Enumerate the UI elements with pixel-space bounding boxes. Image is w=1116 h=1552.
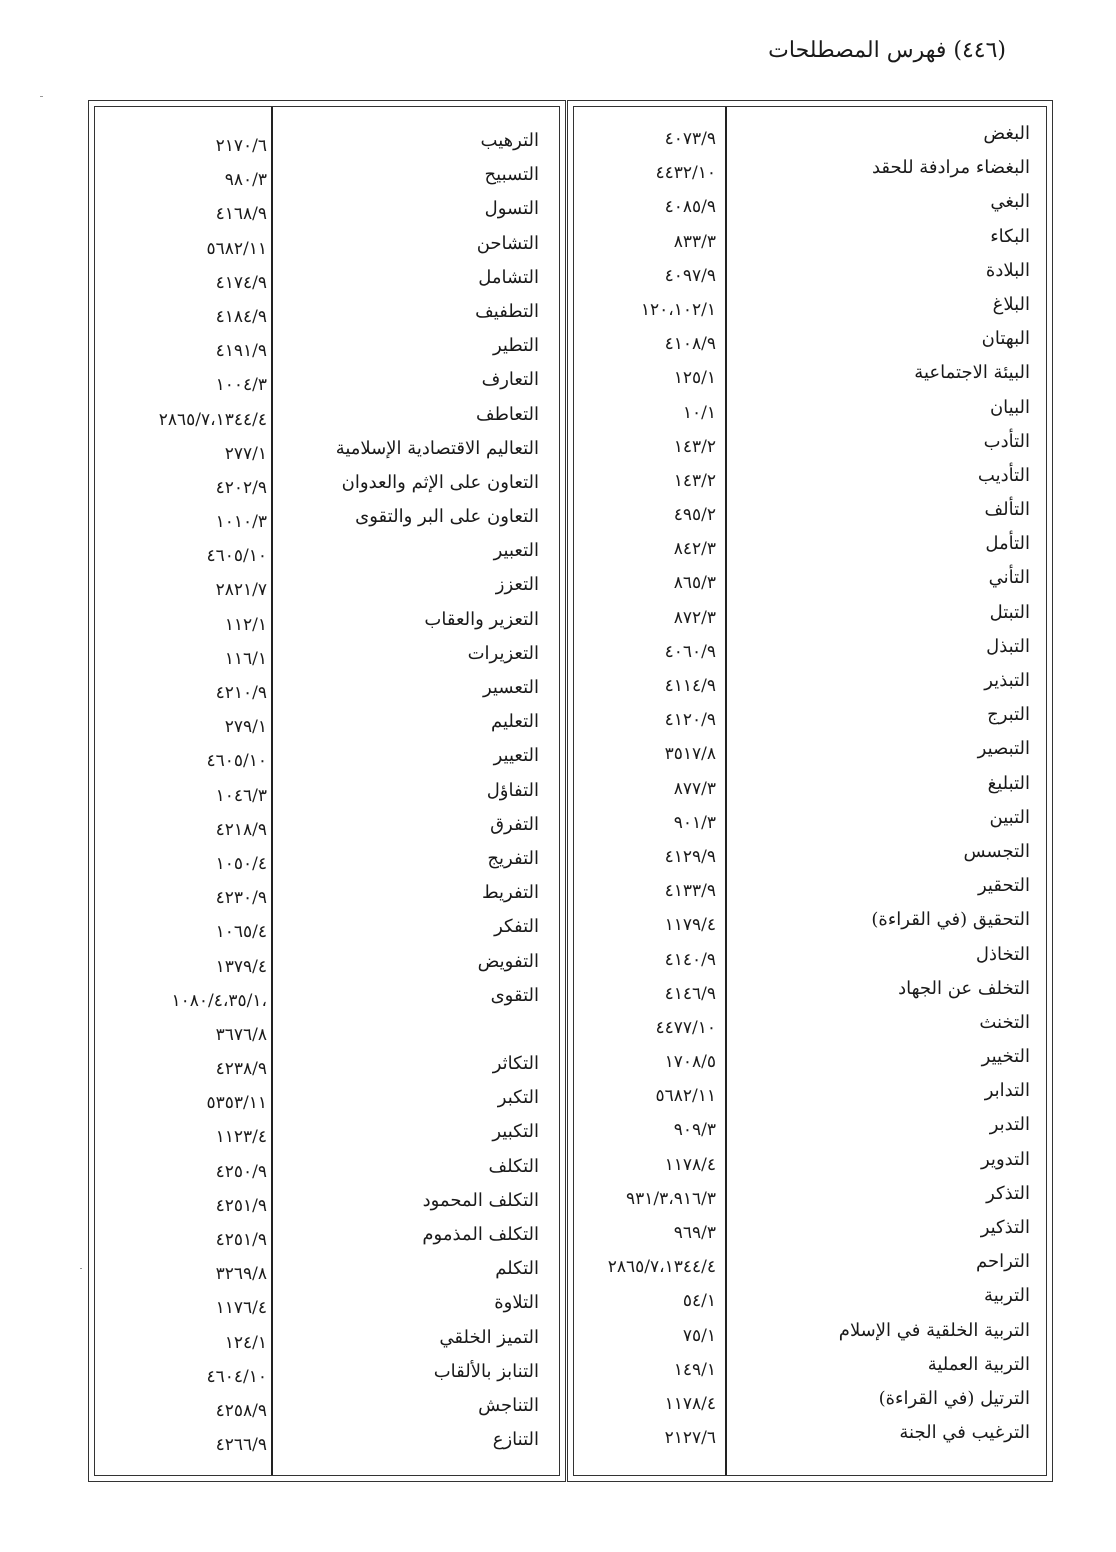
index-entry <box>574 259 1046 293</box>
entry-term: التخلف عن الجهاد <box>898 977 1030 999</box>
index-entry <box>574 156 1046 190</box>
entry-term: التجسس <box>963 840 1030 862</box>
entry-term: التسول <box>484 198 539 220</box>
index-list-left <box>95 129 559 1462</box>
entry-reference: ١٢٤/١ <box>224 1332 267 1353</box>
entry-term: التكاثر <box>492 1053 539 1075</box>
entry-term: البلاغ <box>992 293 1030 315</box>
index-entry <box>574 840 1046 874</box>
entry-reference: ٤١٩١/٩ <box>215 341 267 362</box>
entry-term: الترهيب <box>480 130 539 151</box>
entry-term: التعاطف <box>475 403 539 425</box>
index-entry <box>95 1394 559 1428</box>
entry-term: البيئة الاجتماعية <box>914 362 1030 384</box>
index-entry <box>95 505 559 539</box>
entry-term: التعاليم الاقتصادية الإسلامية <box>335 437 539 459</box>
entry-reference: ٤٦٠٥/١٠ <box>206 751 267 772</box>
index-entry <box>95 1086 559 1120</box>
entry-reference: ١١٧٨/٤ <box>664 1393 716 1414</box>
entry-reference: ١١٢٣/٤ <box>215 1127 267 1148</box>
index-entry <box>95 984 559 1018</box>
entry-reference: ٩٨٠/٣ <box>224 170 267 191</box>
entry-term: التأمل <box>985 533 1030 555</box>
entry-reference: ١١٧٩/٤ <box>664 915 716 936</box>
entry-reference: ١٠/١ <box>682 402 716 423</box>
index-entry <box>574 361 1046 395</box>
entry-reference: ٥٦٨٢/١١ <box>206 238 267 259</box>
entry-reference: ٤٠٩٧/٩ <box>664 265 716 286</box>
index-entry <box>574 1421 1046 1455</box>
entry-term: التفريج <box>487 847 539 869</box>
entry-reference: ١١٢/١ <box>224 614 267 635</box>
entry-reference: ٤١٦٨/٩ <box>215 204 267 225</box>
index-entry <box>95 300 559 334</box>
entry-term: البهتان <box>981 328 1030 350</box>
entry-term: التكبر <box>497 1087 539 1109</box>
entry-reference: ١٠٠٤/٣ <box>215 375 267 396</box>
entry-reference: ٤١٤٦/٩ <box>664 983 716 1004</box>
index-entry <box>574 566 1046 600</box>
entry-term: التنابز بالألقاب <box>433 1360 539 1382</box>
entry-term: البغض <box>983 123 1030 144</box>
entry-term: التكبير <box>492 1121 539 1143</box>
entry-term: التألف <box>984 499 1030 521</box>
entry-reference: ١٠٤٦/٣ <box>215 785 267 806</box>
index-entry <box>574 464 1046 498</box>
entry-reference: ٤٢٥٨/٩ <box>215 1400 267 1421</box>
entry-reference: ٤٤٧٧/١٠ <box>655 1017 716 1038</box>
entry-term: التعبير <box>493 540 539 562</box>
index-entry <box>574 772 1046 806</box>
index-column-left <box>88 100 566 1482</box>
entry-reference: ٤٠٦٠/٩ <box>664 641 716 662</box>
index-entry <box>574 1148 1046 1182</box>
entry-reference: ٩٠٩/٣ <box>673 1120 716 1141</box>
entry-term: التفاؤل <box>486 779 539 801</box>
index-entry <box>95 1428 559 1462</box>
entry-term: التبصير <box>977 738 1030 760</box>
entry-term: البغي <box>990 191 1030 213</box>
entry-reference: ٤٢٥١/٩ <box>215 1195 267 1216</box>
entry-reference: ٩٦٩/٣ <box>673 1223 716 1243</box>
entry-reference: ٤٢١٨/٩ <box>215 819 267 840</box>
entry-reference: ١٤٩/١ <box>673 1359 716 1380</box>
entry-term: التشامل <box>478 266 539 288</box>
entry-term: البيان <box>989 396 1030 418</box>
entry-term: التخاذل <box>975 943 1030 965</box>
index-column-right <box>567 100 1053 1482</box>
entry-term: التعزز <box>495 574 539 596</box>
entry-reference: ١١٧٨/٤ <box>664 1154 716 1175</box>
entry-term: التبتل <box>989 601 1030 623</box>
entry-term: التبليغ <box>987 772 1030 794</box>
entry-reference: ٩٠١/٣ <box>673 812 716 833</box>
entry-reference: ٤٩٥/٢ <box>673 505 716 526</box>
index-entry <box>574 1182 1046 1216</box>
index-entry <box>574 293 1046 327</box>
index-entry <box>574 1113 1046 1147</box>
index-entry <box>95 950 559 984</box>
index-entry <box>574 190 1046 224</box>
index-entry <box>574 430 1046 464</box>
entry-reference: ١٢٥/١ <box>673 368 716 389</box>
entry-reference: ٤١٨٤/٩ <box>215 306 267 327</box>
entry-term: البلادة <box>985 259 1030 281</box>
entry-term: البكاء <box>990 225 1030 247</box>
entry-reference: ١٤٣/٢ <box>673 436 716 457</box>
entry-reference: ٣٦٧٦/٨ <box>215 1024 267 1045</box>
entry-reference: ٨٦٥/٣ <box>673 573 716 594</box>
entry-reference: ٤٢٣٨/٩ <box>215 1059 267 1080</box>
entry-term: التدابر <box>984 1080 1030 1102</box>
entry-term: التبين <box>989 806 1030 828</box>
entry-reference: ٤١٢٠/٩ <box>664 710 716 731</box>
entry-reference: ٤٢٣٠/٩ <box>215 888 267 909</box>
entry-term: التخنث <box>979 1011 1030 1033</box>
index-entry <box>95 676 559 710</box>
index-entry <box>574 737 1046 771</box>
index-entry <box>95 1018 559 1052</box>
entry-term: التعارف <box>481 369 539 391</box>
entry-reference: ٨٧٢/٣ <box>673 607 716 628</box>
entry-reference: ٤٠٧٣/٩ <box>664 129 716 149</box>
entry-term: التعليم <box>491 711 539 733</box>
index-entry <box>574 1011 1046 1045</box>
entry-reference: ٢٨٦٥/٧،١٣٤٤/٤ <box>607 1257 716 1278</box>
entry-reference: ١٠٦٥/٤ <box>215 922 267 943</box>
entry-term: التدوير <box>981 1148 1030 1170</box>
entry-term: التشاحن <box>476 232 539 254</box>
index-entry <box>95 710 559 744</box>
index-entry <box>574 1250 1046 1284</box>
entry-term: التكلم <box>495 1258 539 1280</box>
entry-reference: ٢١٧٠/٦ <box>215 136 267 156</box>
index-entry <box>574 635 1046 669</box>
entry-reference: ٤٢٥١/٩ <box>215 1230 267 1250</box>
entry-reference: ٥٦٨٢/١١ <box>655 1086 716 1107</box>
entry-term: الترتيل (في القراءة) <box>878 1387 1030 1409</box>
index-entry <box>574 601 1046 635</box>
index-entry <box>574 977 1046 1011</box>
entry-term: التبذل <box>986 635 1030 657</box>
entry-term: التحقير <box>977 875 1030 897</box>
entry-reference: ٤٢١٠/٩ <box>215 683 267 703</box>
entry-reference: ٩٣١/٣،٩١٦/٣ <box>626 1188 716 1209</box>
entry-reference: ٤٦٠٥/١٠ <box>206 546 267 567</box>
entry-term: التطير <box>492 335 539 357</box>
entry-term: التخيير <box>981 1046 1030 1068</box>
entry-term: التذكير <box>980 1217 1030 1238</box>
index-entry <box>574 225 1046 259</box>
entry-term: التبذير <box>984 670 1030 691</box>
entry-reference: ٤١٠٨/٩ <box>664 334 716 355</box>
scan-mark <box>80 1268 82 1269</box>
entry-reference: ٨٧٧/٣ <box>673 778 716 799</box>
entry-term: التطفيف <box>475 300 539 322</box>
index-entry <box>95 1052 559 1086</box>
index-entry <box>574 669 1046 703</box>
entry-reference: ١١٧٦/٤ <box>215 1298 267 1319</box>
entry-reference: ١٧٠٨/٥ <box>664 1052 716 1073</box>
entry-term: التأدب <box>983 430 1030 452</box>
entry-reference: ٤١١٤/٩ <box>664 676 716 696</box>
entry-reference: ٤٢٥٠/٩ <box>215 1161 267 1182</box>
index-entry <box>574 498 1046 532</box>
entry-term: التكلف <box>488 1155 539 1177</box>
entry-term: التربية <box>984 1285 1030 1307</box>
index-entry <box>574 396 1046 430</box>
entry-reference: ٢٧٧/١ <box>224 443 267 464</box>
entry-term: التميز الخلقي <box>439 1326 539 1348</box>
entry-reference: ٤٢٠٢/٩ <box>215 477 267 498</box>
entry-term: التسبيح <box>484 164 539 186</box>
entry-term: البغضاء مرادفة للحقد <box>871 157 1030 179</box>
entry-reference: ٢٨٦٥/٧،١٣٤٤/٤ <box>158 409 267 430</box>
entry-term: التفريط <box>481 882 539 904</box>
page-header: (٤٤٦) فهرس المصطلحات <box>768 38 1006 63</box>
entry-term: التنازع <box>492 1429 539 1451</box>
entry-reference: ٢٨٢١/٧ <box>215 580 267 601</box>
entry-reference: ١٠٥٠/٤ <box>215 853 267 874</box>
entry-reference: ١٣٧٩/٤ <box>215 956 267 977</box>
index-list-right <box>574 122 1046 1455</box>
entry-term: التعزير والعقاب <box>424 608 539 630</box>
index-entry <box>574 703 1046 737</box>
entry-term: التأديب <box>977 464 1030 486</box>
entry-term: التكلف المحمود <box>422 1189 539 1211</box>
entry-reference: ٤١٧٤/٩ <box>215 272 267 293</box>
entry-term: التعسير <box>482 677 539 698</box>
entry-term: التعاون على الإثم والعدوان <box>341 471 539 493</box>
index-entry <box>574 1079 1046 1113</box>
entry-term: التقوى <box>490 984 539 1006</box>
entry-term: التربية العملية <box>927 1353 1030 1375</box>
entry-reference: ٤٢٦٦/٩ <box>215 1435 267 1456</box>
entry-term: التعيير <box>493 745 539 767</box>
entry-reference: ١٠٨٠/٤،٣٥/١، <box>171 990 267 1011</box>
entry-term: التحقيق (في القراءة) <box>871 909 1030 931</box>
entry-reference: ١٢٠،١٠٢/١ <box>640 299 716 320</box>
entry-term: التبرج <box>987 704 1030 726</box>
entry-term: التأني <box>988 567 1030 589</box>
index-entry <box>95 881 559 915</box>
entry-reference: ٣٢٦٩/٨ <box>215 1264 267 1285</box>
entry-reference: ٤١٣٣/٩ <box>664 881 716 902</box>
entry-reference: ٨٤٢/٣ <box>673 539 716 560</box>
entry-term: التعزيرات <box>467 642 539 664</box>
entry-reference: ٤١٤٠/٩ <box>664 949 716 970</box>
index-entry <box>95 1223 559 1257</box>
entry-term: التلاوة <box>494 1292 539 1314</box>
entry-term: التناجش <box>478 1394 539 1416</box>
index-entry <box>95 1257 559 1291</box>
scan-mark <box>40 96 43 97</box>
entry-reference: ٢١٢٧/٦ <box>664 1428 716 1449</box>
entry-reference: ٤٠٨٥/٩ <box>664 197 716 218</box>
entry-term: التكلف المذموم <box>422 1224 539 1245</box>
entry-reference: ٢٧٩/١ <box>224 717 267 738</box>
entry-term: التفكر <box>494 916 539 938</box>
entry-term: الترغيب في الجنة <box>899 1422 1030 1444</box>
entry-reference: ١٠١٠/٣ <box>215 512 267 533</box>
entry-term: التفرق <box>490 813 539 835</box>
entry-reference: ٤٤٣٢/١٠ <box>655 163 716 184</box>
entry-reference: ٤١٢٩/٩ <box>664 846 716 867</box>
entry-term: التفويض <box>477 950 539 972</box>
entry-reference: ١١٦/١ <box>224 648 267 669</box>
entry-term: التعاون على البر والتقوى <box>355 506 539 528</box>
index-entry <box>95 539 559 573</box>
entry-term: التدبر <box>989 1114 1030 1136</box>
entry-term: التربية الخلقية في الإسلام <box>838 1319 1030 1341</box>
entry-reference: ٥٤/١ <box>682 1291 716 1312</box>
entry-reference: ٤٦٠٤/١٠ <box>206 1366 267 1387</box>
index-entry <box>574 1045 1046 1079</box>
entry-reference: ١٤٣/٢ <box>673 470 716 491</box>
entry-reference: ٥٣٥٣/١١ <box>206 1093 267 1114</box>
index-entry <box>574 532 1046 566</box>
entry-reference: ٣٥١٧/٨ <box>664 744 716 765</box>
entry-reference: ٨٣٣/٣ <box>673 231 716 252</box>
entry-term: التراحم <box>976 1251 1030 1273</box>
entry-term: التذكر <box>986 1182 1030 1204</box>
entry-reference: ٧٥/١ <box>682 1325 716 1346</box>
